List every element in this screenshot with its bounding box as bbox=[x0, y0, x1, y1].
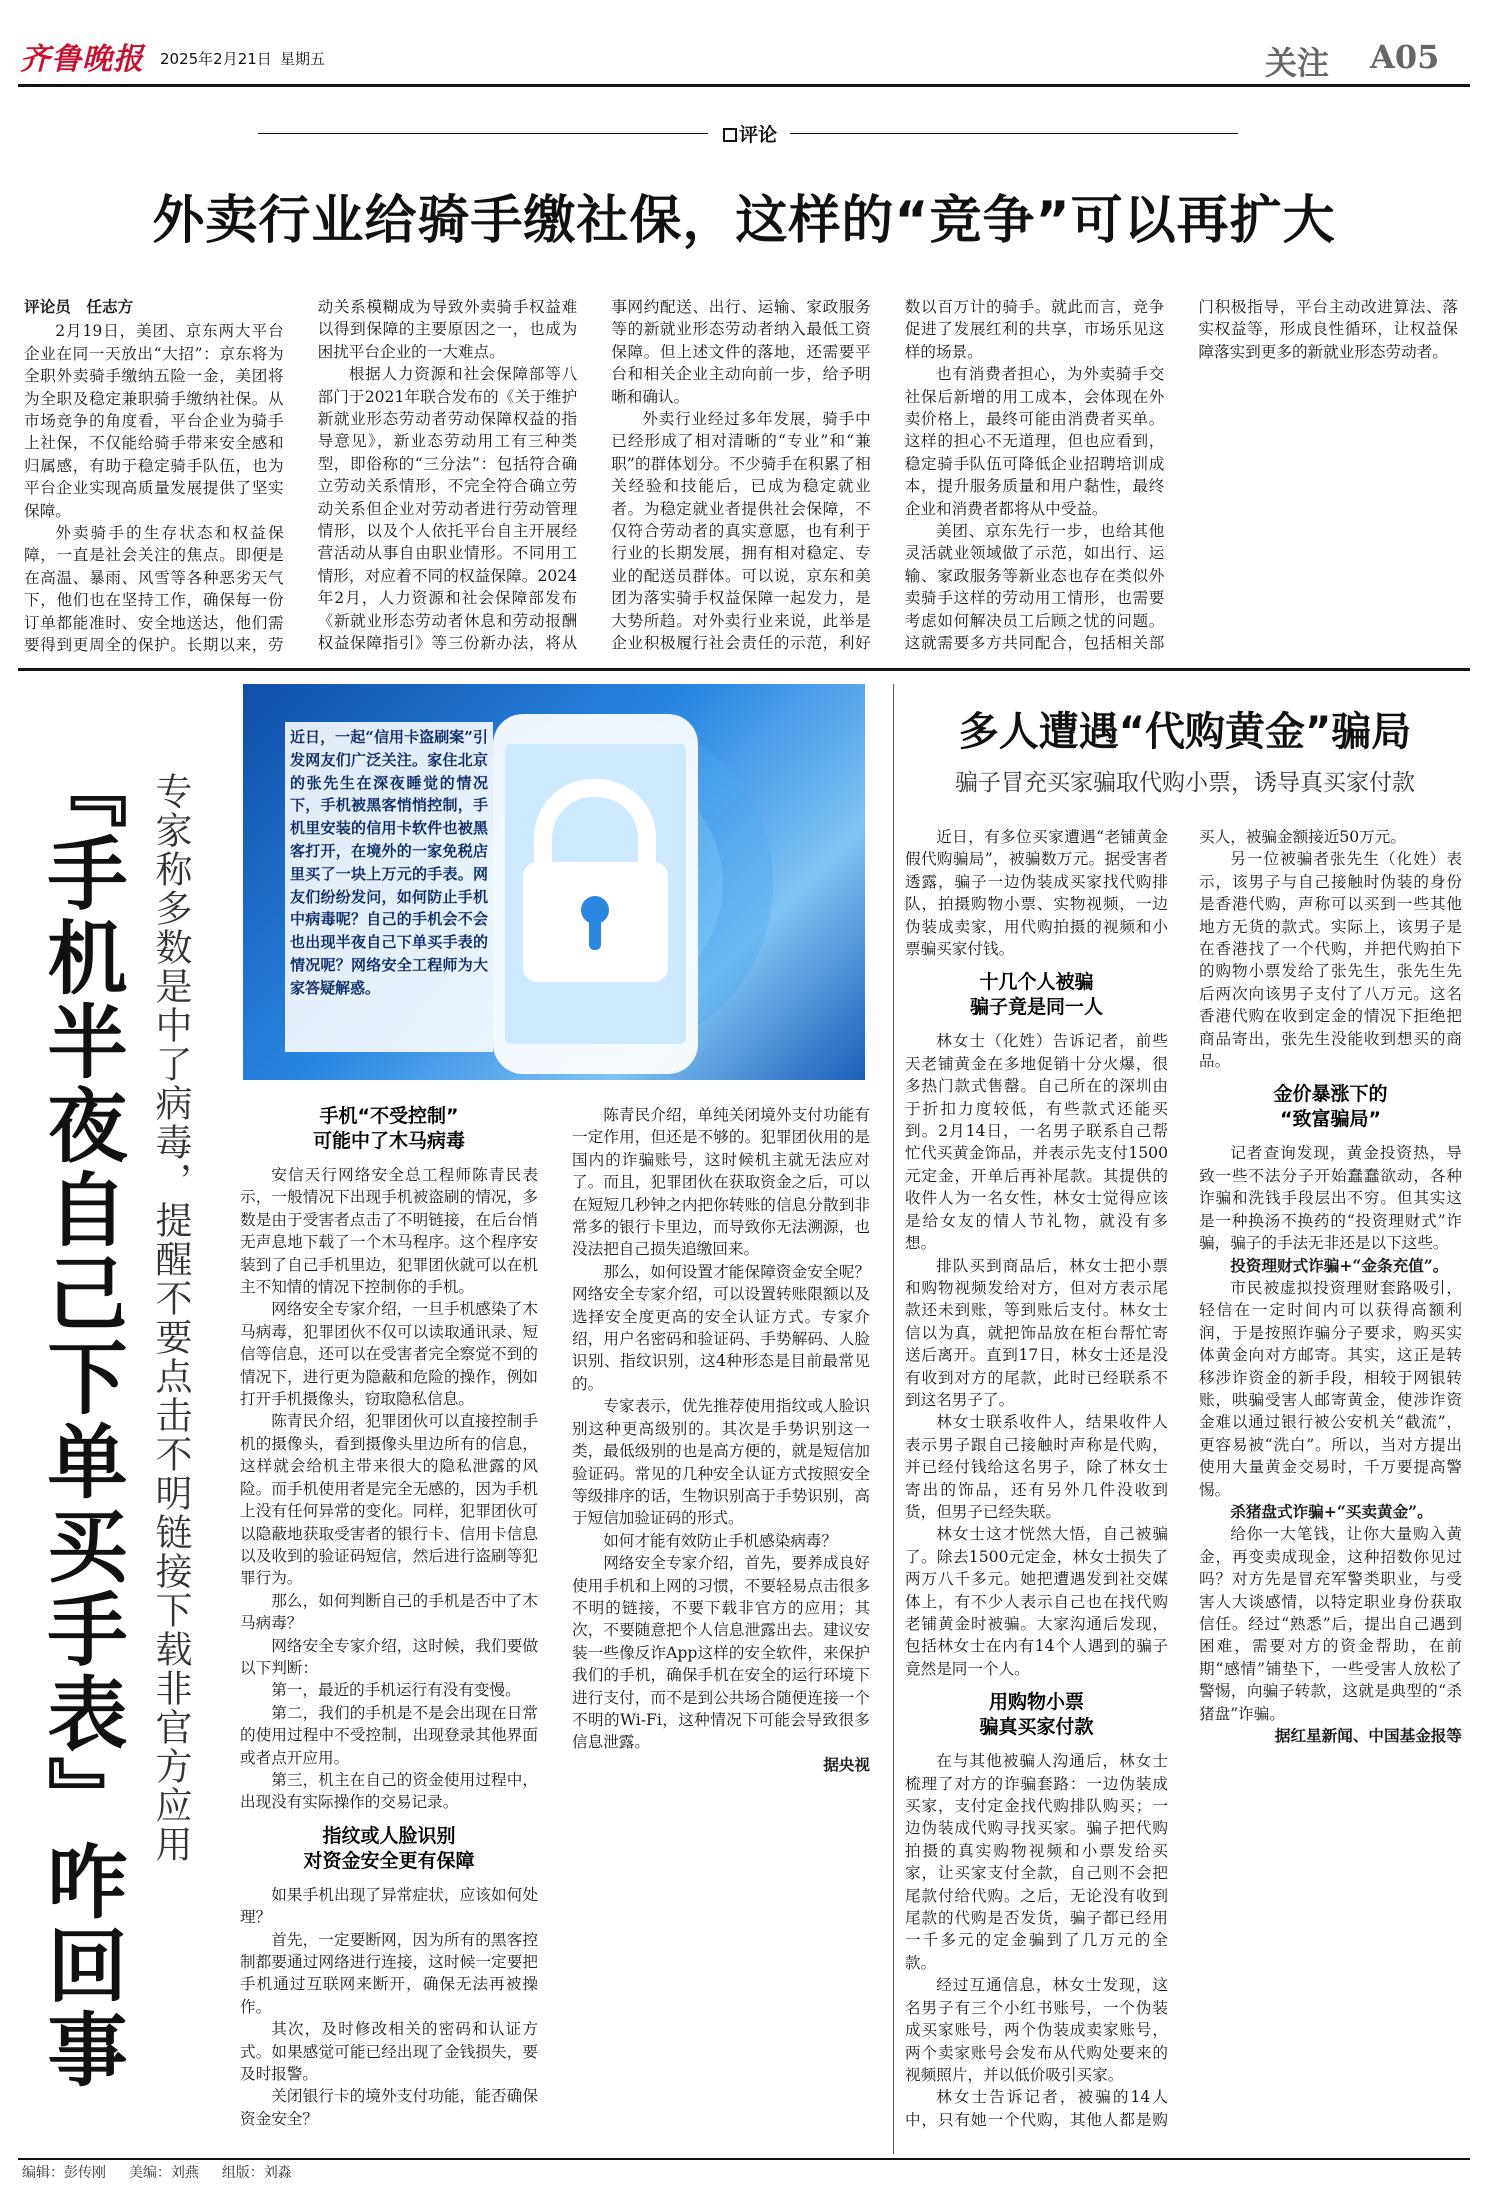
commentary-headline: 外卖行业给骑手缴社保，这样的“竞争”可以再扩大 bbox=[152, 191, 1336, 251]
phone-section-title: 指纹或人脸识别 对资金安全更有保障 bbox=[303, 1824, 475, 1872]
footer-editor: 编辑：彭传刚 bbox=[22, 2165, 106, 2181]
issue-weekday: 星期五 bbox=[280, 50, 326, 68]
phone-paragraph: 如何才能有效防止手机感染病毒？ bbox=[603, 1531, 838, 1550]
phone-paragraph: 那么，如何设置才能保障资金安全呢？网络安全专家介绍，可以设置转账限额以及选择安全度更高的安全认证方式。专家介绍，用户名密码和验证码、手势解码、人脸识别、指纹识别，这4种形态是目前最常见的。 bbox=[572, 1262, 870, 1393]
commentary-paragraph: 美团、京东先行一步，也给其他灵活就业领域做了示范，如出行、运输、家政服务等新业态也存在类似外卖骑手这样的劳动用工情形，也需要考虑如何解决员工后顾之忧的问题。这就需要多方共同配合，包括相关部门积极指导，平台主动改进算法、落实权益等，形成良性循环，让权益保障落实到更多的新就业形态劳动者。 bbox=[904, 298, 1458, 653]
phone-section-title: 手机“不受控制” 可能中了木马病毒 bbox=[312, 1105, 465, 1152]
gold-paragraph: 林女士联系收件人，结果收件人表示男子跟自己接触时声称是代购，并已经付钱给这名男子，除了林女士寄出的饰品，还有另外几件没收到货，但男子已经失联。 bbox=[905, 1413, 1168, 1521]
phone-paragraph: 网络安全专家介绍，一旦手机感染了木马病毒，犯罪团伙不仅可以读取通讯录、短信等信息，还可以在受害者完全察觉不到的情况下，进行更为隐蔽和危险的操作，例如打开手机摄像头，窃取隐私信息。 bbox=[240, 1300, 538, 1409]
commentary-bottom-rule bbox=[18, 668, 1470, 671]
phone-paragraph: 第一，最近的手机运行有没有变慢。 bbox=[271, 1681, 521, 1700]
tag-box-icon bbox=[723, 128, 737, 142]
gold-paragraph: 林女士告诉记者，被骗的14人中，只有她一个代购，其他人都是购买人，被骗金额接近50万元。 bbox=[905, 828, 1406, 2129]
phone-lock-image bbox=[243, 684, 865, 1080]
phone-paragraph: 网络安全专家介绍，首先，要养成良好使用手机和上网的习惯，不要轻易点击很多不明的链接，不要下载非官方的应用；其次，不要随意把个人信息泄露出去。建议安装一些像反诈App这样的安全软件，来保护我们的手机，确保手机在安全的运行环境下进行支付，而不是到公共场合随便连接一个不明的Wi-Fi，这种情况下可能会导致很多信息泄露。 bbox=[572, 1554, 870, 1752]
phone-paragraph: 其次，及时修改相关的密码和认证方式。如果感觉可能已经出现了金钱损失，要及时报警。 bbox=[240, 2020, 538, 2084]
commentary-paragraph: 外卖骑手的生存状态和权益保障，一直是社会关注的焦点。即便是在高温、暴雨、风雪等各种恶劣天气下，他们也在坚持工作，确保每一份订单都能准时、安全地送达，他们需要得到更周全的保护。长期以来，劳动关系模糊成为导致外卖骑手权益难以得到保障的主要原因之一，也成为困扰平台企业的一大难点。 bbox=[24, 298, 578, 655]
gold-paragraph: 记者查询发现，黄金投资热，导致一些不法分子开始蠢蠢欲动，各种诈骗和洗钱手段层出不穷。但其实这是一种换汤不换药的“投资理财式”诈骗，骗子的手法无非还是以下这些。 bbox=[1199, 1144, 1462, 1253]
gold-paragraph: 近日，有多位买家遭遇“老铺黄金假代购骗局”，被骗数万元。据受害者透露，骗子一边伪装成买家找代购排队，拍摄购物小票、实物视频，一边伪装成卖家，用代购拍摄的视频和小票骗买家付钱。 bbox=[905, 828, 1168, 959]
gold-paragraph: 在与其他被骗人沟通后，林女士梳理了对方的诈骗套路：一边伪装成买家，支付定金找代购排队购买；一边伪装成代购寻找买家。骗子把代购拍摄的真实购物视频和小票发给买家，让买家支付全款，自己则不会把尾款付给代购。之后，无论没有收到尾款的代购是否发货，骗子都已经用一千多元的定金骗到了几万元的全款。 bbox=[905, 1752, 1168, 1972]
gold-headline: 多人遭遇“代购黄金”骗局 bbox=[958, 709, 1412, 755]
phone-paragraph: 那么，如何判断自己的手机是否中了木马病毒？ bbox=[240, 1591, 538, 1633]
footer-rule bbox=[18, 2158, 1470, 2160]
phone-paragraph: 陈青民介绍，犯罪团伙可以直接控制手机的摄像头，看到摄像头里边所有的信息，这样就会给机主带来很大的隐私泄露的风险。而手机使用者是完全无感的，因为手机上没有任何异常的变化。同样，犯罪团伙可以隐蔽地获取受害者的银行卡、信用卡信息以及收到的验证码短信，然后进行盗刷等犯罪行为。 bbox=[240, 1412, 538, 1588]
gold-paragraph: 投资理财式诈骗+“金条充值”。 bbox=[1230, 1255, 1449, 1275]
issue-date: 2025年2月21日 bbox=[160, 50, 272, 68]
gold-section-title: 金价暴涨下的 “致富骗局” bbox=[1273, 1083, 1388, 1131]
gold-paragraph: 林女士（化姓）告诉记者，前些天老铺黄金在多地促销十分火爆，很多热门款式售罄。自己所在的深圳由于折扣力度较低，有些款式还能买到。2月14日，一名男子联系自己帮忙代买黄金饰品，并表示先支付1500元定金，开单后再补尾款。其提供的收件人为一名女性，林女士觉得应该是给女友的情人节礼物，就没有多想。 bbox=[905, 1032, 1168, 1253]
phone-paragraph: 关闭银行卡的境外支付功能，能否确保资金安全？ bbox=[240, 2087, 538, 2128]
commentary-paragraph: 2月19日，美团、京东两大平台企业在同一天放出“大招”：京东将为全职外卖骑手缴纳五险一金，美团将为全职及稳定兼职骑手缴纳社保。从市场竞争的角度看，平台企业为骑手上社保，不仅能给骑手带来安全感和归属感，有助于稳定骑手队伍，也为平台企业实现高质量发展提供了坚实保障。 bbox=[24, 322, 284, 520]
phone-paragraph: 网络安全专家介绍，这时候，我们要做以下判断： bbox=[240, 1636, 538, 1677]
footer bbox=[22, 2162, 622, 2182]
phone-paragraph: 安信天行网络安全总工程师陈青民表示，一般情况下出现手机被盗刷的情况，多数是由于受害者点击了不明链接，在后台悄无声息地下载了一个木马程序。这个程序安装到了自己手机里边，犯罪团伙就可以在机主不知情的情况下控制你的手机。 bbox=[240, 1166, 538, 1297]
story-divider bbox=[893, 684, 894, 2154]
gold-source: 据红星新闻、中国基金报等 bbox=[1274, 1726, 1462, 1746]
phone-headline: 『手机半夜自己下单买手表』咋回事 bbox=[34, 748, 127, 2092]
phone-paragraph: 陈青民介绍，单纯关闭境外支付功能有一定作用，但还是不够的。犯罪团伙用的是国内的诈骗账号，这时候机主就无法应对了。而且，犯罪团伙在获取资金之后，可以在短短几秒钟之内把你转账的信息分散到非常多的银行卡里边，而导致你无法溯源，也没法把自己损失追缴回来。 bbox=[572, 1106, 870, 1259]
commentary-body bbox=[24, 296, 1458, 664]
gold-paragraph: 杀猪盘式诈骗+“买卖黄金”。 bbox=[1230, 1501, 1433, 1521]
footer-layout: 组版：刘淼 bbox=[221, 2165, 292, 2181]
newspaper-logo: 齐鲁晚报 bbox=[20, 42, 144, 77]
masthead bbox=[0, 0, 1488, 86]
gold-body bbox=[905, 826, 1462, 2152]
phone-paragraph: 第二，我们的手机是不是会出现在日常的使用过程中不受控制，出现登录其他界面或者点开应用。 bbox=[240, 1703, 538, 1767]
phone-paragraph: 如果手机出现了异常症状，应该如何处理？ bbox=[240, 1885, 538, 1927]
section-name: 关注 bbox=[1265, 44, 1330, 82]
phone-paragraph: 第三，机主在自己的资金使用过程中，出现没有实际操作的交易记录。 bbox=[240, 1770, 538, 1812]
commentary-paragraph: 也有消费者担心，为外卖骑手交社保后新增的用工成本，会体现在外卖价格上，最终可能由消费者买单。这样的担心不无道理，但也应看到，稳定骑手队伍可降低企业招聘培训成本，提升服务质量和用户黏性，最终企业和消费者都将从中受益。 bbox=[904, 365, 1165, 518]
commentary-paragraph: 根据人力资源和社会保障部等八部门于2021年联合发布的《关于维护新就业形态劳动者劳动保障权益的指导意见》，新业态劳动用工有三种类型，即俗称的“三分法”：包括符合确立劳动关系情形，不完全符合确立劳动关系但企业对劳动者进行劳动管理情形，以及个人依托平台自主开展经营活动从事自由职业情形。不同用工情形，对应着不同的权益保障。2024年2月，人力资源和社会保障部发布《新就业形态劳动者休息和劳动报酬权益保障指引》等三份新办法，将从事网约配送、出行、运输、家政服务等的新就业形态劳动者纳入最低工资保障。但上述文件的落地，还需要平台和相关企业主动向前一步，给予明晰和确认。 bbox=[317, 298, 871, 653]
gold-paragraph: 林女士这才恍然大悟，自己被骗了。除去1500元定金，林女士损失了两万八千多元。她把遭遇发到社交媒体上，有不少人表示自己也在找代购老铺黄金时被骗。大家沟通后发现，包括林女士在内有14个人遇到的骗子竟然是同一个人。 bbox=[905, 1525, 1168, 1678]
phone-subhead: 专家称多数是中了病毒，提醒不要点击不明链接下载非官方应用 bbox=[149, 772, 192, 1864]
gold-paragraph: 市民被虚拟投资理财套路吸引，轻信在一定时间内可以获得高额利润，于是按照诈骗分子要求，购买实体黄金向对方邮寄。其实，这正是转移涉诈资金的新手段，相较于网银转账，哄骗受害人邮寄黄金，使涉诈资金难以通过银行被公安机关“截流”，更容易被“洗白”。所以，当对方提出使用大量黄金交易时，千万要提高警惕。 bbox=[1199, 1278, 1462, 1499]
image-caption: 近日，一起“信用卡盗刷案”引发网友们广泛关注。家住北京的张先生在深夜睡觉的情况下，手机被黑客悄悄控制，手机里安装的信用卡软件也被黑客打开，在境外的一家免税店里买了一块上万元的手表。网友们纷纷发问，如何防止手机中病毒呢？自己的手机会不会也出现半夜自己下单买手表的情况呢？网络安全工程师为大家答疑解惑。 bbox=[285, 722, 493, 1052]
gold-paragraph: 排队买到商品后，林女士把小票和购物视频发给对方，但对方表示尾款还未到账，等到账后支付。林女士信以为真，就把饰品放在柜台帮忙寄送后离开。直到17日，林女士还是没有收到对方的尾款，此时已经联系不到这名男子了。 bbox=[905, 1256, 1168, 1409]
commentary-paragraph: 外卖行业经过多年发展，骑手中已经形成了相对清晰的“专业”和“兼职”的群体划分。不少骑手在积累了相关经验和技能后，已成为稳定就业者。为稳定就业者提供社会保障，不仅符合劳动者的真实意愿，也有利于行业的长期发展，拥有相对稳定、专业的配送员群体。可以说，京东和美团为落实骑手权益保障一起发力，是大势所趋。对外卖行业来说，此举是企业积极履行社会责任的示范，利好数以百万计的骑手。就此而言，竞争促进了发展红利的共享，市场乐见这样的场景。 bbox=[611, 298, 1165, 653]
gold-subhead: 骗子冒充买家骗取代购小票，诱导真买家付款 bbox=[955, 770, 1415, 796]
commentary-tag: 评论 bbox=[710, 120, 790, 146]
footer-art-editor: 美编：刘燕 bbox=[128, 2165, 199, 2181]
phone-paragraph: 首先，一定要断网，因为所有的黑客控制都要通过网络进行连接，这时候一定要把手机通过互联网来断开，确保无法再被操作。 bbox=[240, 1930, 538, 2016]
page-number: A05 bbox=[1370, 38, 1440, 76]
gold-section-title: 用购物小票 骗真买家付款 bbox=[979, 1691, 1094, 1739]
tag-rule-left bbox=[258, 133, 708, 134]
byline: 评论员 任志方 bbox=[24, 298, 134, 316]
gold-paragraph: 另一位被骗者张先生（化姓）表示，该男子与自己接触时伪装的身份是香港代购，声称可以买到一些其他地方无货的款式。实际上，该男子是在香港找了一个代购，并把代购拍下的购物小票发给了张先生，张先生先后两次向该男子支付了八万元。这名香港代购在收到定金的情况下拒绝把商品寄出，张先生没能收到想买的商品。 bbox=[1199, 850, 1462, 1071]
masthead-rule bbox=[18, 84, 1470, 87]
gold-paragraph: 给你一大笔钱，让你大量购入黄金，再变卖成现金，这种招数你见过吗？对方先是冒充军警类职业，与受害人大谈感情，以特定职业身份获取信任。经过“熟悉”后，提出自己遇到困难，需要对方的资金帮助，在前期“感情”铺垫下，一些受害人放松了警惕，向骗子转款，这就是典型的“杀猪盘”诈骗。 bbox=[1199, 1525, 1462, 1723]
tag-rule-right bbox=[790, 133, 1238, 134]
gold-paragraph: 经过互通信息，林女士发现，这名男子有三个小红书账号，一个伪装成买家账号，两个伪装成卖家账号，两个卖家账号会发布从代购处要来的视频照片，并以低价吸引买家。 bbox=[905, 1976, 1168, 2084]
phone-source: 据央视 bbox=[823, 1754, 870, 1774]
phone-body bbox=[240, 1104, 870, 2154]
phone-paragraph: 专家表示，优先推荐使用指纹或人脸识别这种更高级别的。其次是手势识别这一类，最低级别的也是高方便的，就是短信加验证码。常见的几种安全认证方式按照安全等级排序的话，生物识别高于手势识别，高于短信加验证码的形式。 bbox=[572, 1397, 870, 1528]
gold-section-title: 十几个人被骗 骗子竟是同一人 bbox=[969, 971, 1103, 1019]
